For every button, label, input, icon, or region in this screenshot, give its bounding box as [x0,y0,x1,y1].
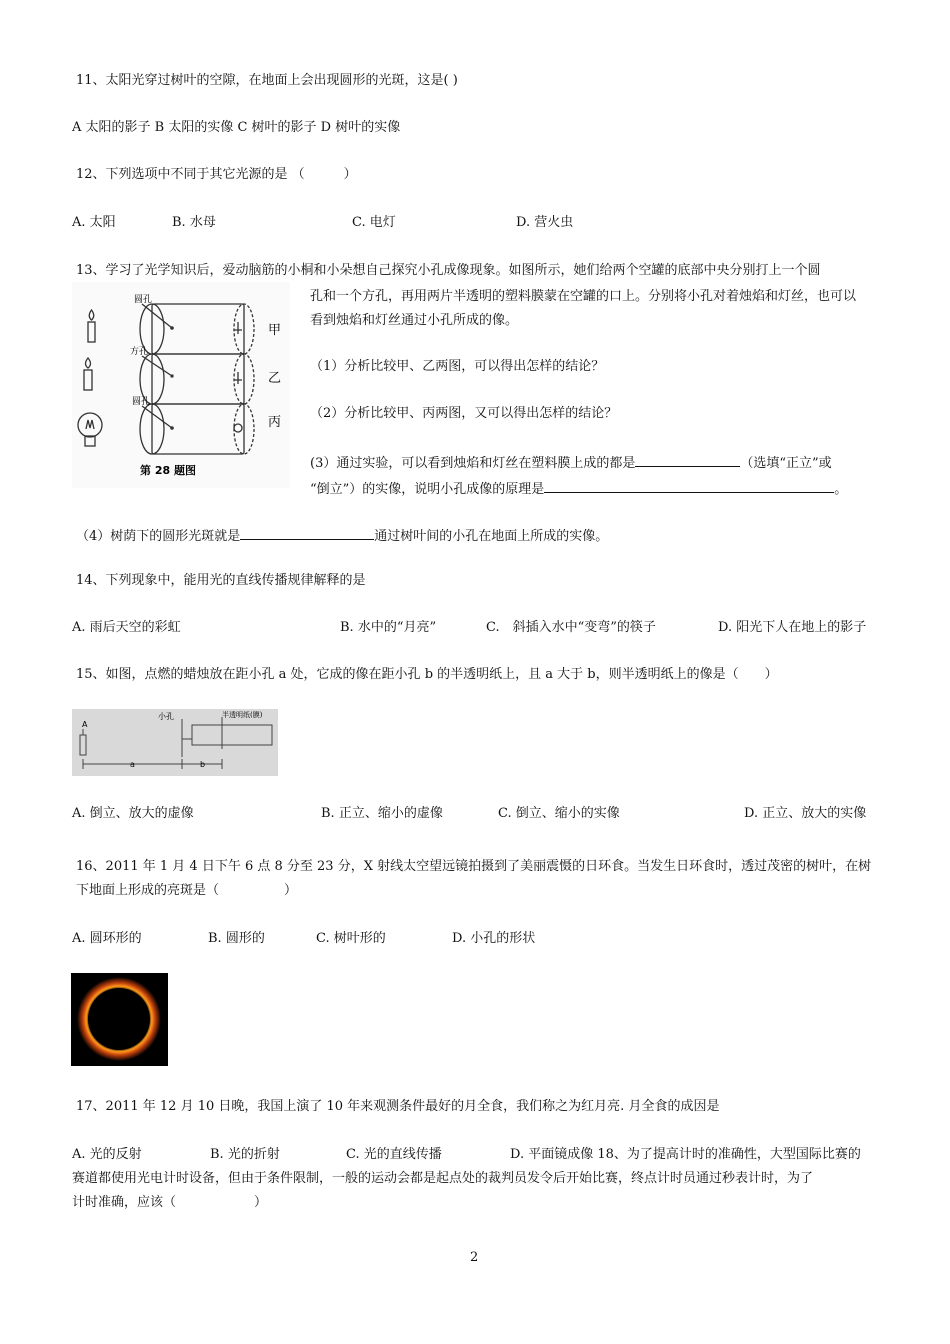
q17-option-b: B. 光的折射 [210,1147,280,1162]
q16-line2: 下地面上形成的亮斑是（ ） [76,883,298,898]
q17-option-a: A. 光的反射 [72,1147,142,1162]
q13-sub2: （2）分析比较甲、丙两图，又可以得出怎样的结论？ [310,406,618,421]
q18-line3: 计时准确，应该（ ） [72,1195,268,1210]
q16-option-a: A. 圆环形的 [72,931,142,946]
flame-icon [86,358,91,368]
answer-blank-upright-inverted[interactable] [635,452,740,467]
annular-eclipse-photo [71,973,168,1066]
answer-blank-principle[interactable] [544,478,834,493]
q17-stem: 17、2011 年 12 月 10 日晚，我国上演了 10 年来观测条件最好的月全食，我们称之为红月亮. 月全食的成因是 [76,1099,720,1114]
q12-option-c: C. 电灯 [352,215,396,230]
q12-option-d: D. 营火虫 [516,215,574,230]
q17-option-d-q18-line1: D. 平面镜成像 18、为了提高计时的准确性，大型国际比赛的 [510,1147,861,1162]
q14-stem: 14、下列现象中，能用光的直线传播规律解释的是 [76,573,366,588]
q13-sub3-text-c: “倒立”）的实像，说明小孔成像的原理是 [310,482,545,497]
candle-icon [88,322,95,342]
q13-sub4-text-a: （4）树荫下的圆形光斑就是 [76,529,241,544]
label-bing: 丙 [268,415,282,430]
answer-blank-spot[interactable] [240,525,374,540]
q15-option-a: A. 倒立、放大的虚像 [72,806,194,821]
label-hole: 小孔 [158,712,174,721]
pinhole-diagram [72,709,278,776]
label-yi: 乙 [268,371,282,386]
eclipse-image [71,973,168,1066]
q13-line2: 孔和一个方孔，再用两片半透明的塑料膜蒙在空罐的口上。分别将小孔对着烛焰和灯丝，也可以 [310,289,857,304]
label-jia: 甲 [268,323,282,338]
q14-option-a: A. 雨后天空的彩虹 [72,620,181,635]
label-paper: 半透明纸(膜) [222,711,263,719]
pinhole-can-figure [72,282,290,488]
q14-option-b: B. 水中的“月亮” [340,620,437,635]
q13-line3: 看到烛焰和灯丝通过小孔所成的像。 [310,313,519,328]
q18-line2: 赛道都使用光电计时设备，但由于条件限制，一般的运动会都是起点处的裁判员发令后开始比赛，终点计时员通过秒表计时，为了 [72,1171,814,1186]
q13-sub4 [76,525,608,546]
q13-sub3-text-d: 。 [834,482,848,497]
q14-option-d: D. 阳光下人在地上的影子 [718,620,867,635]
q16-option-c: C. 树叶形的 [316,931,386,946]
q14-option-c: C. 斜插入水中“变弯”的筷子 [486,620,656,635]
q13-sub3-text-a: (3）通过实验，可以看到烛焰和灯丝在塑料膜上成的都是 [310,456,636,471]
light-bulb-icon [78,413,102,437]
candle-icon [84,370,92,390]
q12-option-b: B. 水母 [172,215,216,230]
q15-option-c: C. 倒立、缩小的实像 [498,806,620,821]
q13-sub3-line2 [310,478,847,499]
q17-option-c: C. 光的直线传播 [346,1147,442,1162]
flame-icon [89,310,94,320]
q12-stem: 12、下列选项中不同于其它光源的是 （ ） [76,167,357,182]
label-a: a [130,760,135,769]
pinhole-figure [72,709,278,776]
q16-line1: 16、2011 年 1 月 4 日下午 6 点 8 分至 23 分，X 射线太空望远镜拍摄到了美丽震慑的日环食。当发生日环食时，透过茂密的树叶，在树 [76,859,872,874]
label-round-hole: 圆孔 [134,295,153,305]
q11-options: A 太阳的影子 B 太阳的实像 C 树叶的影子 D 树叶的实像 [72,120,401,135]
page-number: 2 [470,1250,479,1265]
q15-option-d: D. 正立、放大的实像 [744,806,867,821]
label-b: b [200,760,206,769]
figure-caption: 第 28 题图 [140,464,196,477]
q13-line1: 13、学习了光学知识后，爱动脑筋的小桐和小朵想自己探究小孔成像现象。如图所示，她们给两个空罐的底部中央分别打上一个圆 [76,263,821,278]
label-A: A [82,720,88,729]
q16-option-b: B. 圆形的 [208,931,265,946]
label-square-hole: 方孔 [130,347,149,357]
q13-sub3-line1 [310,452,832,473]
q13-sub4-text-b: 通过树叶间的小孔在地面上所成的实像。 [374,529,609,544]
pinhole-can-diagram [72,282,290,488]
q12-option-a: A. 太阳 [72,215,116,230]
q11-stem: 11、太阳光穿过树叶的空隙，在地面上会出现圆形的光斑，这是( ) [76,73,458,88]
candle-icon [80,735,86,755]
q13-sub3-text-b: （选填“正立”或 [740,456,832,471]
q16-option-d: D. 小孔的形状 [452,931,536,946]
q13-sub1: （1）分析比较甲、乙两图，可以得出怎样的结论？ [310,359,605,374]
q15-option-b: B. 正立、缩小的虚像 [321,806,443,821]
q15-stem: 15、如图，点燃的蜡烛放在距小孔 a 处，它成的像在距小孔 b 的半透明纸上，且 a 大于 b，则半透明纸上的像是（ ） [76,667,778,682]
label-round-hole-2: 圆孔 [132,397,151,407]
